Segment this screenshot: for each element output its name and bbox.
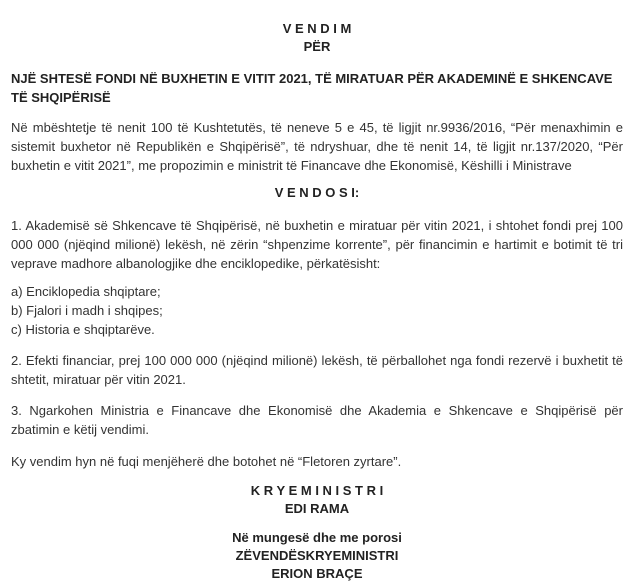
deputy-note: Në mungesë dhe me porosi [232,530,402,545]
point-3-paragraph: 3. Ngarkohen Ministria e Financave dhe Ekonomisë dhe Akademia e Shkencave e Shqipërisë për zbatimin e këtij vendimi. [11,403,623,437]
heading-vendim: V E N D I M [282,21,352,36]
point-1-paragraph: 1. Akademisë së Shkencave të Shqipërisë, në buxhetin e miratuar për vitin 2021, i shtohet fondi prej 100 000 000 (njëqind milionë) lekësh, në zërin “shpenzime korrente”, për financimin e hartimit e botimit të tri veprave madhore albanologjike dhe enciklopedike, përkatësisht: [11,218,623,271]
heading-per: PËR [303,39,331,54]
point-2-paragraph: 2. Efekti financiar, prej 100 000 000 (njëqind milionë) lekësh, të përballohet nga fondi rezervë i buxhetit të shtetit, miratuar për vitin 2021. [11,353,623,387]
signature-name: EDI RAMA [284,501,350,516]
document-heading [11,0,623,56]
signature-title: K R Y E M I N I S T R I [250,483,384,498]
vendosi-heading: V E N D O S I: [274,185,360,200]
closing-paragraph: Ky vendim hyn në fuqi menjëherë dhe botohet në “Fletoren zyrtare”. [11,454,402,469]
deputy-name: ERION BRAÇE [271,566,363,581]
list-item: c) Historia e shqiptarëve. [11,322,155,337]
list-item: a) Enciklopedia shqiptare; [11,284,161,299]
deputy-signature-block [11,529,623,583]
deputy-title: ZËVENDËSKRYEMINISTRI [235,548,399,563]
list-item: b) Fjalori i madh i shqipes; [11,303,163,318]
document-title: NJË SHTESË FONDI NË BUXHETIN E VITIT 2021, TË MIRATUAR PËR AKADEMINË E SHKENCAVE TË SHQIPËRISË [11,71,613,105]
preamble-paragraph: Në mbështetje të nenit 100 të Kushtetutës, të neneve 5 e 45, të ligjit nr.9936/2016, “Për menaxhimin e sistemit buxhetor në Republikën e Shqipërisë”, të ndryshuar, dhe të nenit 14, të ligjit nr.137/2020, “Për buxhetin e vitit 2021”, me propozimin e ministrit të Financave dhe Ekonomisë, Këshilli i Ministrave [11,120,623,173]
works-list [11,282,623,339]
